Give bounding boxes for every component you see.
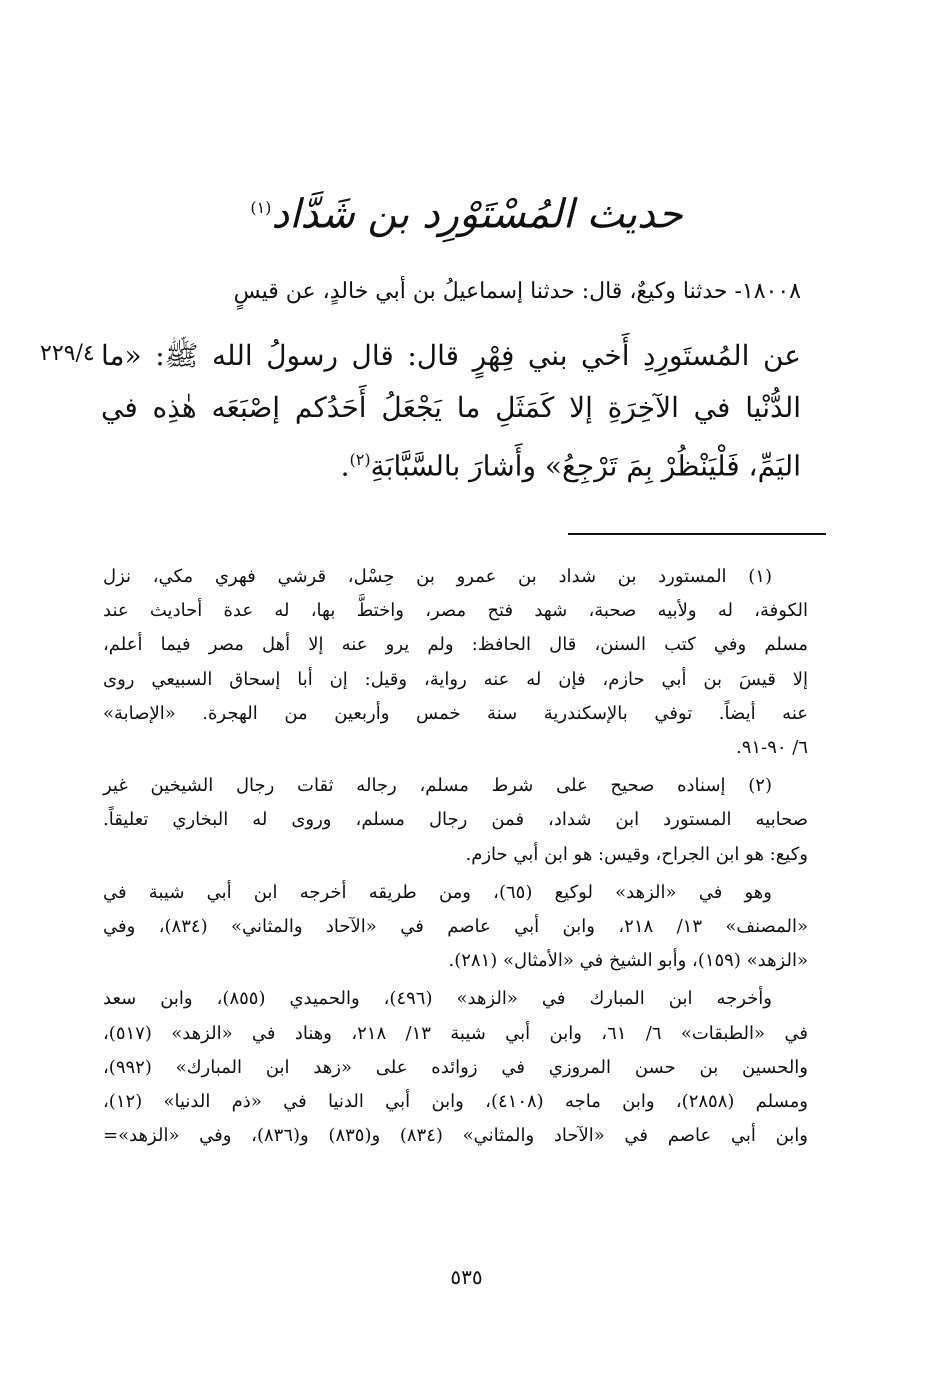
footnote-2-paragraph-2 <box>103 876 808 979</box>
footnote-2-paragraph-3 <box>103 982 808 1153</box>
page-number: ٥٣٥ <box>450 1265 483 1289</box>
footnote-line: وكيع: هو ابن الجراح، وقيس: هو ابن أبي حازم. <box>465 843 808 865</box>
footnote-line: (١) المستورد بن شداد بن عمرو بن حِسْل، قرشي فهري مكي، نزل <box>103 566 772 587</box>
chapter-title <box>180 178 753 244</box>
footnote-line: الكوفة، له ولأبيه صحبة، شهد فتح مصر، واختطَّ بها، له عدة أحاديث عند <box>103 600 808 622</box>
chapter-title-text: حديث المُسْتَوْرِد بن شَدَّاد <box>271 191 683 238</box>
footnote-line: في «الطبقات» ٦/ ٦١، وابن أبي شيبة ١٣/ ٢١٨، وهناد في «الزهد» (٥١٧)، <box>103 1022 808 1044</box>
footnote-line: وهو في «الزهد» لوكيع (٦٥)، ومن طريقه أخرجه ابن أبي شيبة في <box>103 881 772 903</box>
footnotes <box>103 560 808 1157</box>
footnote-separator <box>568 533 826 535</box>
footnote-line: مسلم وفي كتب السنن، قال الحافظ: ولم يرو عنه إلا أهل مصر فيما أعلم، <box>103 634 808 656</box>
footnote-line: عنه أيضاً. توفي بالإسكندرية سنة خمس وأربعين من الهجرة. «الإصابة» <box>103 702 808 724</box>
footnote-line: صحابيه المستورد ابن شداد، فمن رجال مسلم، وروى له البخاري تعليقاً. <box>103 809 808 831</box>
title-footnote-marker: (١) <box>250 198 272 217</box>
footnote-line: «الزهد» (١٥٩)، وأبو الشيخ في «الأمثال» (٢٨١). <box>448 950 808 972</box>
hadith-isnad-line: ١٨٠٠٨- حدثنا وكيعٌ، قال: حدثنا إسماعيلُ بن أبي خالدٍ، عن قيسٍ <box>233 279 801 304</box>
hadith-line: اليَمِّ، فَلْيَنْظُرْ بِمَ تَرْجِعُ» وأَشارَ بالسَّبَّابَةِ$^{(٢)}$. <box>340 449 801 483</box>
footnote-1 <box>103 560 808 765</box>
footnote-line: إلا قيسَ بن أبي حازم، فإن له عنه رواية، وقيل: إن أبا إسحاق السبيعي روى <box>103 668 808 690</box>
footnote-line: ٦/ ٩٠-٩١. <box>736 737 808 759</box>
footnote-line: (٢) إسناده صحيح على شرط مسلم، رجاله ثقات رجال الشيخين غير <box>103 775 772 797</box>
hadith-footnote-marker: (٢) <box>349 450 371 469</box>
hadith-line: الدُّنْيا في الآخِرَةِ إلا كَمَثَلِ ما يَجْعَلُ أَحَدُكم إصْبَعَه هٰذِه في <box>101 391 801 424</box>
footnote-line: «المصنف» ١٣/ ٢١٨، وابن أبي عاصم في «الآحاد والمثاني» (٨٣٤)، وفي <box>103 916 808 938</box>
hadith-line: عن المُستَورِدِ أَخي بني فِهْرٍ قال: قال رسولُ الله ﷺ: «ما <box>101 339 801 372</box>
footnote-2 <box>103 769 808 872</box>
margin-volume-page-reference: ٢٢٩/٤ <box>40 341 95 366</box>
hadith-line-text: اليَمِّ، فَلْيَنْظُرْ بِمَ تَرْجِعُ» وأَشارَ بالسَّبَّابَةِ <box>370 449 801 483</box>
hadith-text <box>101 330 801 492</box>
footnote-line: وأخرجه ابن المبارك في «الزهد» (٤٩٦)، والحميدي (٨٥٥)، وابن سعد <box>103 988 772 1010</box>
footnote-line: والحسين بن حسن المروزي في زوائده على «زهد ابن المبارك» (٩٩٢)، <box>103 1056 808 1078</box>
footnote-line: ومسلم (٢٨٥٨)، وابن ماجه (٤١٠٨)، وابن أبي الدنيا في «ذم الدنيا» (١٢)، <box>103 1091 808 1113</box>
footnote-line: وابن أبي عاصم في «الآحاد والمثاني» (٨٣٤) و(٨٣٥) و(٨٣٦)، وفي «الزهد»= <box>103 1125 808 1147</box>
